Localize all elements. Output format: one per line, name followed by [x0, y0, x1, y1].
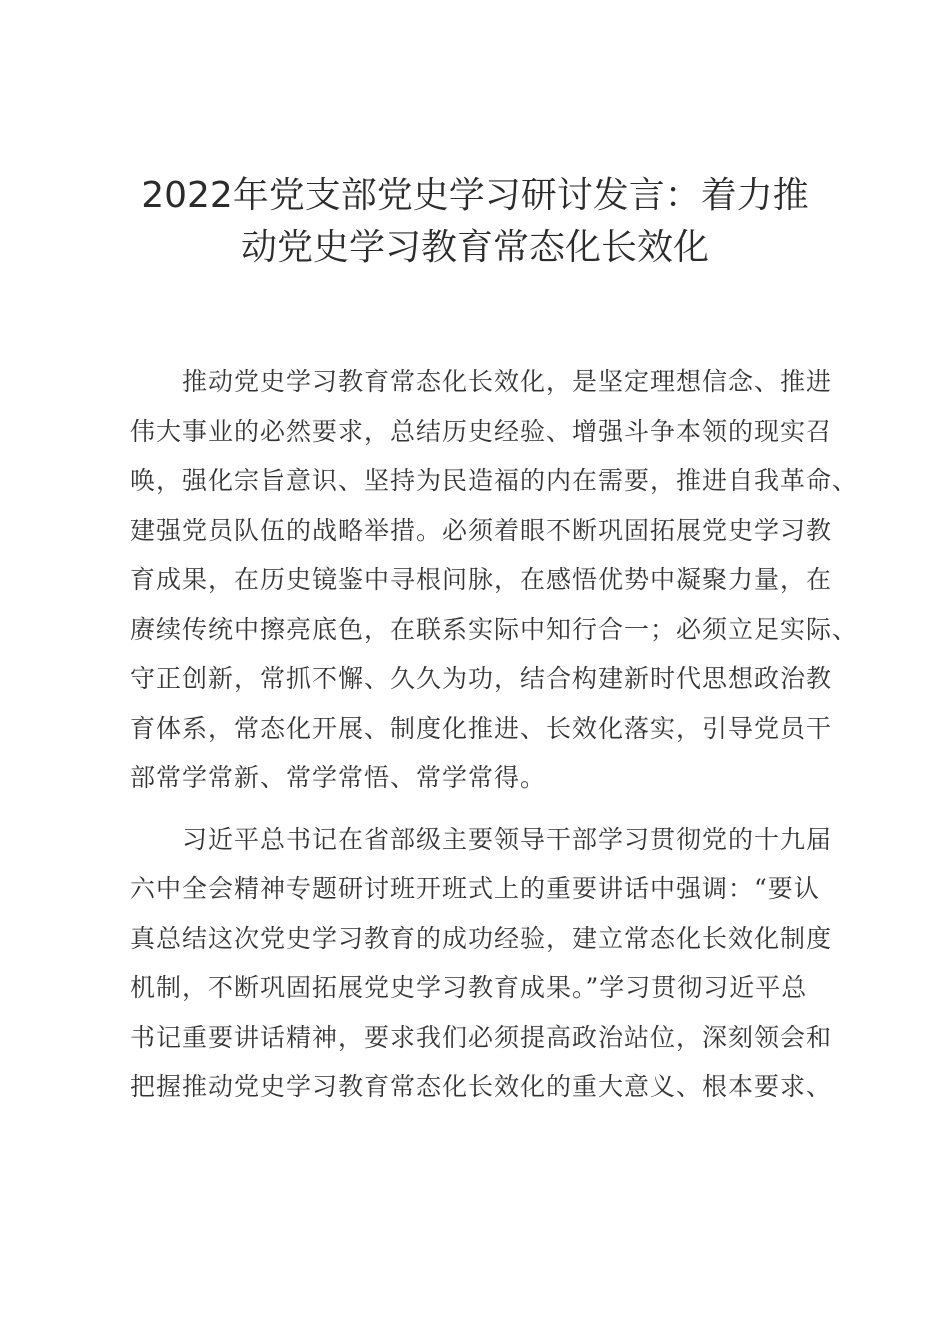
paragraph-1	[130, 357, 859, 803]
text-line: 机制，不断巩固拓展党史学习教育成果。”学习贯彻习近平总	[130, 973, 808, 1002]
text-line: 守正创新，常抓不懈、久久为功，结合构建新时代思想政治教	[130, 664, 833, 693]
text-line: 部常学常新、常学常悟、常学常得。	[130, 763, 547, 792]
text-line: 推动党史学习教育常态化长效化，是坚定理想信念、推进	[130, 367, 833, 396]
text-line: 六中全会精神专题研讨班开班式上的重要讲话中强调：“要认	[130, 874, 820, 903]
text-line: 育成果，在历史镜鉴中寻根问脉，在感悟优势中凝聚力量，在	[130, 565, 833, 594]
text-line: 伟大事业的必然要求，总结历史经验、增强斗争本领的现实召	[130, 416, 833, 446]
title-line: 动党史学习教育常态化长效化	[240, 227, 709, 268]
title-line: 2022年党支部党史学习研讨发言：着力推	[141, 175, 809, 216]
document-body	[130, 357, 859, 1112]
text-line: 真总结这次党史学习教育的成功经验，建立常态化长效化制度	[130, 923, 833, 953]
text-line: 唤，强化宗旨意识、坚持为民造福的内在需要，推进自我革命、	[130, 466, 859, 495]
paragraph-2	[130, 815, 833, 1112]
text-line: 赓续传统中擦亮底色，在联系实际中知行合一；必须立足实际、	[130, 614, 859, 644]
text-line: 书记重要讲话精神，要求我们必须提高政治站位，深刻领会和	[130, 1022, 833, 1052]
document-title	[100, 170, 850, 274]
text-line: 习近平总书记在省部级主要领导干部学习贯彻党的十九届	[130, 824, 833, 854]
text-line: 育体系，常态化开展、制度化推进、长效化落实，引导党员干	[130, 713, 833, 743]
text-line: 建强党员队伍的战略举措。必须着眼不断巩固拓展党史学习教	[130, 515, 833, 545]
text-line: 把握推动党史学习教育常态化长效化的重大意义、根本要求、	[130, 1072, 833, 1101]
